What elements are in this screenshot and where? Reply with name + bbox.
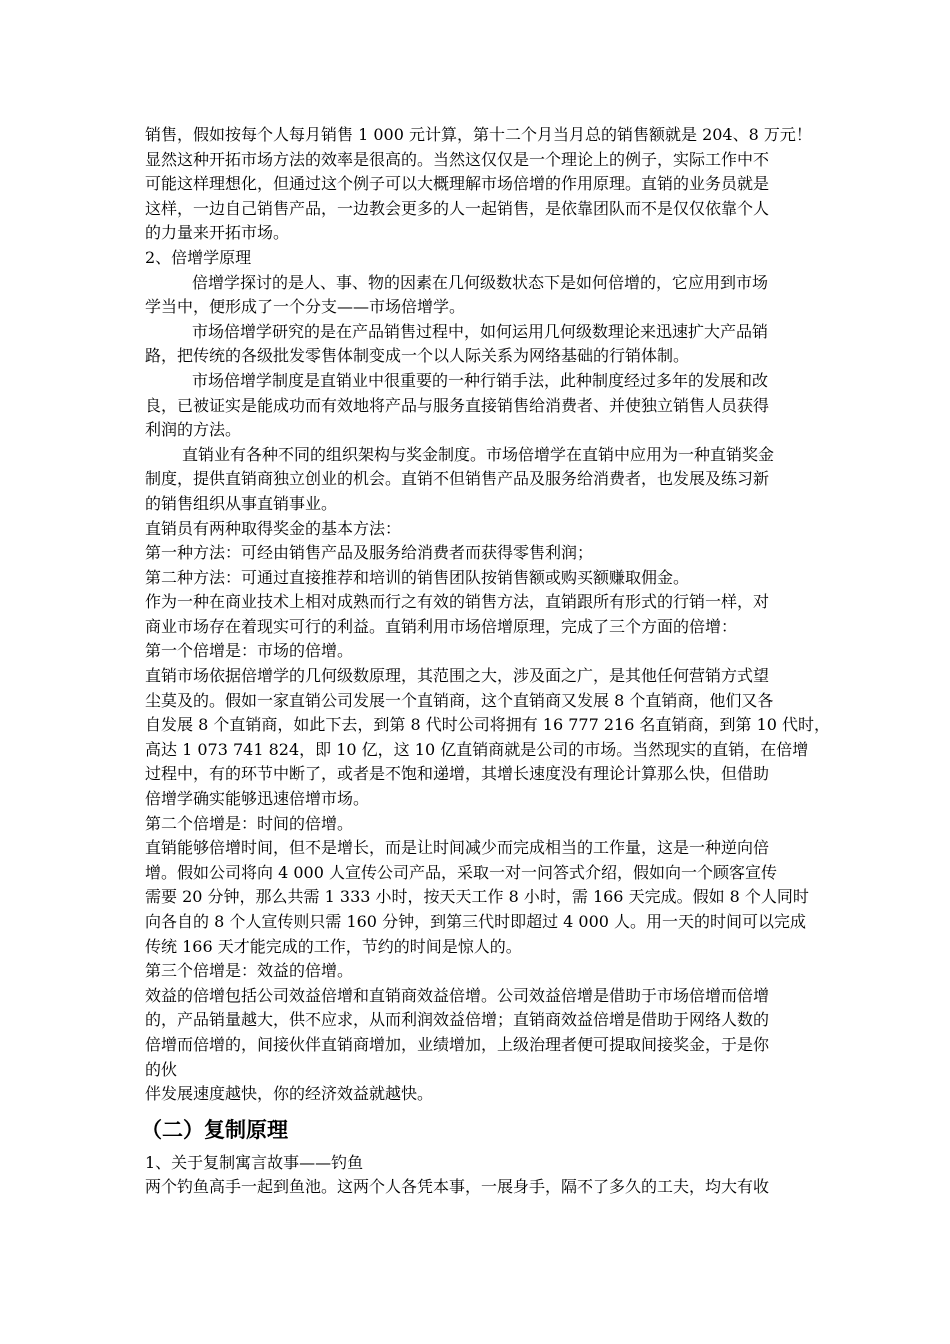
- body-text-block: [145, 123, 831, 1107]
- text-line: 尘莫及的。假如一家直销公司发展一个直销商，这个直销商又发展 8 个直销商，他们又各: [145, 690, 774, 710]
- text-line: 向各自的 8 个人宣传则只需 160 分钟，到第三代时即超过 4 000 人。用一天的时间可以完成: [145, 912, 807, 931]
- text-line: 第二个倍增是：时间的倍增。: [145, 813, 354, 833]
- section-heading: （二）复制原理: [141, 1117, 288, 1142]
- text-line: 效益的倍增包括公司效益倍增和直销商效益倍增。公司效益倍增是借助于市场倍增而倍增: [145, 985, 770, 1005]
- text-line: 直销员有两种取得奖金的基本方法：: [145, 518, 402, 538]
- text-line: 的伙: [145, 1059, 178, 1079]
- text-line: 高达 1 073 741 824，即 10 亿，这 10 亿直销商就是公司的市场。当然现实的直销，在倍增: [145, 739, 809, 759]
- text-line: 伴发展速度越快，你的经济效益就越快。: [145, 1084, 434, 1104]
- text-line: 第三个倍增是：效益的倍增。: [145, 961, 354, 981]
- text-line: 过程中，有的环节中断了，或者是不饱和递增，其增长速度没有理论计算那么快，但借助: [145, 764, 770, 784]
- text-line: 第一个倍增是：市场的倍增。: [145, 641, 354, 661]
- text-line: 传统 166 天才能完成的工作，节约的时间是惊人的。: [145, 936, 522, 956]
- text-line: 第一种方法：可经由销售产品及服务给消费者而获得零售利润；: [145, 543, 594, 563]
- text-line: 2、倍增学原理: [145, 247, 252, 267]
- text-line: 的销售组织从事直销事业。: [145, 493, 338, 513]
- text-line: 的力量来开拓市场。: [145, 223, 290, 243]
- text-line: 可能这样理想化，但通过这个例子可以大概理解市场倍增的作用原理。直销的业务员就是: [145, 174, 770, 194]
- text-line: 这样，一边自己销售产品，一边教会更多的人一起销售，是依靠团队而不是仅仅依靠个人: [145, 198, 770, 218]
- text-line: 直销业有各种不同的组织架构与奖金制度。市场倍增学在直销中应用为一种直销奖金: [182, 444, 775, 464]
- text-line: 作为一种在商业技术上相对成熟而行之有效的销售方法，直销跟所有形式的行销一样，对: [145, 592, 770, 612]
- document-page: [141, 123, 831, 1200]
- text-line: 显然这种开拓市场方法的效率是很高的。当然这仅仅是一个理论上的例子，实际工作中不: [145, 149, 770, 169]
- text-line: 倍增学确实能够迅速倍增市场。: [145, 789, 370, 809]
- text-line: 直销市场依据倍增学的几何级数原理，其范围之大，涉及面之广，是其他任何营销方式望: [145, 666, 770, 686]
- text-line: 增。假如公司将向 4 000 人宣传公司产品，采取一对一问答式介绍，假如向一个顾客宣传: [145, 862, 777, 882]
- text-line: 商业市场存在着现实可行的利益。直销利用市场倍增原理，完成了三个方面的倍增：: [145, 616, 738, 636]
- text-line: 制度，提供直销商独立创业的机会。直销不但销售产品及服务给消费者，也发展及练习新: [145, 469, 770, 489]
- text-line: 直销能够倍增时间，但不是增长，而是让时间减少而完成相当的工作量，这是一种逆向倍: [145, 838, 770, 858]
- text-line: 两个钓鱼高手一起到鱼池。这两个人各凭本事，一展身手，隔不了多久的工夫，均大有收: [145, 1177, 770, 1197]
- text-line: 市场倍增学研究的是在产品销售过程中，如何运用几何级数理论来迅速扩大产品销: [192, 321, 769, 341]
- text-line: 第二种方法：可通过直接推荐和培训的销售团队按销售额或购买额赚取佣金。: [145, 567, 690, 587]
- text-line: 路，把传统的各级批发零售体制变成一个以人际关系为网络基础的行销体制。: [145, 346, 690, 366]
- text-line: 市场倍增学制度是直销业中很重要的一种行销手法，此种制度经过多年的发展和改: [192, 370, 769, 390]
- text-line: 需要 20 分钟，那么共需 1 333 小时，按天天工作 8 小时，需 166 天完成。假如 8 个人同时: [145, 887, 809, 907]
- text-line: 学当中，便形成了一个分支——市场倍增学。: [145, 297, 466, 317]
- text-line: 倍增而倍增的，间接伙伴直销商增加，业绩增加，上级治理者便可提取间接奖金，于是你: [145, 1034, 770, 1054]
- text-line: 良，已被证实是能成功而有效地将产品与服务直接销售给消费者、并使独立销售人员获得: [145, 395, 770, 415]
- text-line: 1、关于复制寓言故事——钓鱼: [145, 1152, 364, 1172]
- text-line: 的，产品销量越大，供不应求，从而利润效益倍增；直销商效益倍增是借助于网络人数的: [145, 1010, 770, 1030]
- text-line: 自发展 8 个直销商，如此下去，到第 8 代时公司将拥有 16 777 216 名直销商，到第 10 代时，: [145, 715, 831, 735]
- text-line: 销售，假如按每个人每月销售 1 000 元计算，第十二个月当月总的销售额就是 204、8 万元！: [145, 125, 812, 144]
- text-line: 利润的方法。: [145, 420, 242, 440]
- body-text-block-2: [145, 1151, 815, 1200]
- text-line: 倍增学探讨的是人、事、物的因素在几何级数状态下是如何倍增的，它应用到市场: [192, 272, 769, 292]
